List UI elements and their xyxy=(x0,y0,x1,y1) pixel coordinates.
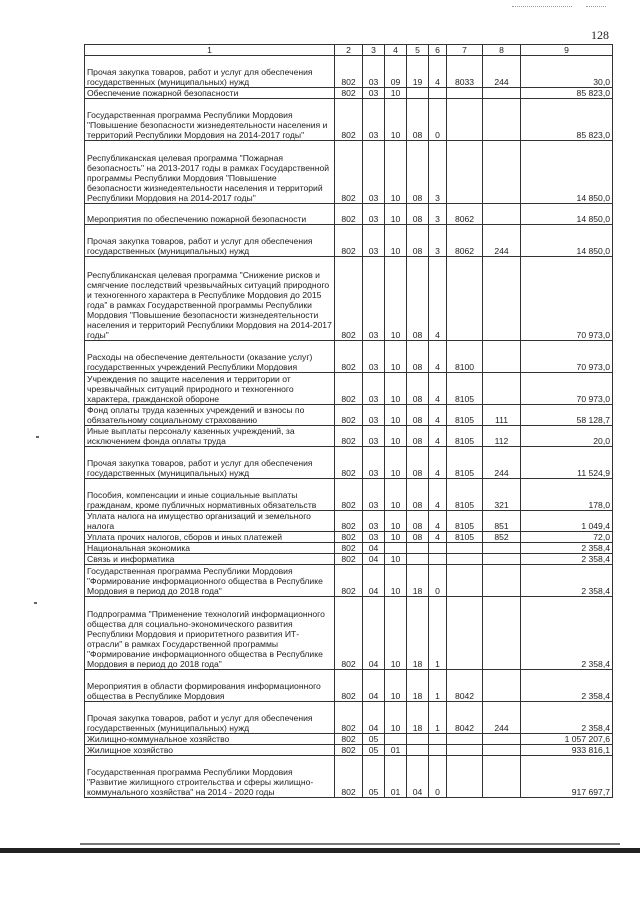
code-cell: 10 xyxy=(385,426,407,447)
table-header-row xyxy=(85,45,613,56)
code-cell xyxy=(407,745,429,756)
table-row xyxy=(85,479,613,511)
table-row xyxy=(85,56,613,88)
scan-mark xyxy=(34,602,37,604)
table-row xyxy=(85,341,613,373)
code-cell: 3 xyxy=(429,141,447,204)
amount-cell: 1 049,4 xyxy=(521,511,613,532)
code-cell: 802 xyxy=(335,99,363,141)
amount-cell: 85 823,0 xyxy=(521,88,613,99)
code-cell: 244 xyxy=(483,225,521,257)
row-name-cell: Прочая закупка товаров, работ и услуг для обеспечения государственных (муниципальных) нужд xyxy=(85,225,335,257)
table-row xyxy=(85,756,613,798)
code-cell: 01 xyxy=(385,745,407,756)
code-cell: 8105 xyxy=(447,511,483,532)
code-cell: 03 xyxy=(363,426,385,447)
amount-cell: 14 850,0 xyxy=(521,204,613,225)
code-cell: 10 xyxy=(385,670,407,702)
column-header: 3 xyxy=(363,45,385,56)
column-header: 2 xyxy=(335,45,363,56)
code-cell: 111 xyxy=(483,405,521,426)
code-cell: 802 xyxy=(335,447,363,479)
row-name-cell: Мероприятия по обеспечению пожарной безопасности xyxy=(85,204,335,225)
code-cell: 01 xyxy=(385,756,407,798)
code-cell: 03 xyxy=(363,447,385,479)
code-cell: 04 xyxy=(363,554,385,565)
code-cell: 802 xyxy=(335,204,363,225)
scan-edge xyxy=(80,843,620,845)
code-cell: 852 xyxy=(483,532,521,543)
code-cell: 8105 xyxy=(447,532,483,543)
code-cell: 10 xyxy=(385,405,407,426)
table-row xyxy=(85,745,613,756)
amount-cell: 72,0 xyxy=(521,532,613,543)
row-name-cell: Прочая закупка товаров, работ и услуг для обеспечения государственных (муниципальных) нужд xyxy=(85,56,335,88)
code-cell: 802 xyxy=(335,373,363,405)
row-name-cell: Иные выплаты персоналу казенных учреждений, за исключением фонда оплаты труда xyxy=(85,426,335,447)
code-cell xyxy=(447,257,483,341)
code-cell: 10 xyxy=(385,479,407,511)
code-cell xyxy=(429,554,447,565)
table-row xyxy=(85,99,613,141)
code-cell: 03 xyxy=(363,511,385,532)
code-cell: 8105 xyxy=(447,447,483,479)
code-cell: 1 xyxy=(429,597,447,670)
code-cell xyxy=(447,141,483,204)
amount-cell: 2 358,4 xyxy=(521,702,613,734)
code-cell xyxy=(483,734,521,745)
table-row xyxy=(85,204,613,225)
code-cell xyxy=(483,99,521,141)
code-cell: 0 xyxy=(429,99,447,141)
code-cell: 08 xyxy=(407,532,429,543)
table-row xyxy=(85,511,613,532)
row-name-cell: Национальная экономика xyxy=(85,543,335,554)
code-cell: 04 xyxy=(363,670,385,702)
code-cell: 08 xyxy=(407,225,429,257)
code-cell: 10 xyxy=(385,565,407,597)
amount-cell: 70 973,0 xyxy=(521,341,613,373)
code-cell: 08 xyxy=(407,341,429,373)
table-row xyxy=(85,88,613,99)
amount-cell: 30,0 xyxy=(521,56,613,88)
code-cell: 0 xyxy=(429,756,447,798)
code-cell: 18 xyxy=(407,670,429,702)
code-cell xyxy=(483,756,521,798)
code-cell: 10 xyxy=(385,597,407,670)
code-cell: 10 xyxy=(385,88,407,99)
code-cell: 05 xyxy=(363,756,385,798)
code-cell: 802 xyxy=(335,702,363,734)
row-name-cell: Уплата прочих налогов, сборов и иных платежей xyxy=(85,532,335,543)
code-cell: 8105 xyxy=(447,405,483,426)
code-cell xyxy=(483,341,521,373)
amount-cell: 14 850,0 xyxy=(521,225,613,257)
code-cell: 04 xyxy=(363,702,385,734)
code-cell: 802 xyxy=(335,341,363,373)
code-cell: 10 xyxy=(385,511,407,532)
amount-cell: 917 697,7 xyxy=(521,756,613,798)
code-cell: 802 xyxy=(335,225,363,257)
code-cell: 10 xyxy=(385,141,407,204)
row-name-cell: Подпрограмма "Применение технологий информационного общества для социально-экономического развития Республики Мордовия и приоритетного развития ИТ-отрасли" в рамках Государственной программы "Формирование информационного общества в Республике Мордовия в период до 2018 года" xyxy=(85,597,335,670)
code-cell xyxy=(407,543,429,554)
scan-mark xyxy=(36,436,39,438)
code-cell: 8062 xyxy=(447,225,483,257)
code-cell: 802 xyxy=(335,88,363,99)
code-cell: 8042 xyxy=(447,702,483,734)
code-cell xyxy=(483,543,521,554)
row-name-cell: Государственная программа Республики Мордовия "Развитие жилищного строительства и сферы жилищно-коммунального хозяйства" на 2014 - 2020 годы xyxy=(85,756,335,798)
code-cell xyxy=(407,88,429,99)
code-cell: 3 xyxy=(429,225,447,257)
code-cell xyxy=(429,543,447,554)
code-cell: 802 xyxy=(335,734,363,745)
code-cell: 03 xyxy=(363,479,385,511)
code-cell: 03 xyxy=(363,257,385,341)
code-cell: 802 xyxy=(335,479,363,511)
code-cell: 09 xyxy=(385,56,407,88)
code-cell xyxy=(385,734,407,745)
code-cell: 8033 xyxy=(447,56,483,88)
row-name-cell: Республиканская целевая программа "Пожарная безопасность" на 2013-2017 годы в рамках Государственной программы Республики Мордовия "Повышение безопасности жизнедеятельности населения и территорий Республики Мордовия на 2014-2017 годы" xyxy=(85,141,335,204)
row-name-cell: Расходы на обеспечение деятельности (оказание услуг) государственных учреждений Республики Мордовия xyxy=(85,341,335,373)
code-cell: 04 xyxy=(363,565,385,597)
row-name-cell: Обеспечение пожарной безопасности xyxy=(85,88,335,99)
code-cell: 802 xyxy=(335,56,363,88)
code-cell xyxy=(447,756,483,798)
scan-edge xyxy=(0,848,640,853)
code-cell: 08 xyxy=(407,405,429,426)
code-cell: 8105 xyxy=(447,426,483,447)
code-cell: 4 xyxy=(429,479,447,511)
code-cell xyxy=(483,670,521,702)
code-cell xyxy=(447,565,483,597)
code-cell: 4 xyxy=(429,532,447,543)
table-row xyxy=(85,554,613,565)
code-cell: 802 xyxy=(335,405,363,426)
amount-cell: 20,0 xyxy=(521,426,613,447)
scan-mark xyxy=(512,6,572,7)
code-cell: 03 xyxy=(363,204,385,225)
code-cell: 05 xyxy=(363,734,385,745)
code-cell xyxy=(483,565,521,597)
column-header: 7 xyxy=(447,45,483,56)
code-cell xyxy=(447,554,483,565)
code-cell: 08 xyxy=(407,99,429,141)
code-cell xyxy=(483,554,521,565)
row-name-cell: Жилищное хозяйство xyxy=(85,745,335,756)
table-row xyxy=(85,670,613,702)
code-cell: 802 xyxy=(335,756,363,798)
code-cell: 19 xyxy=(407,56,429,88)
code-cell: 10 xyxy=(385,702,407,734)
row-name-cell: Фонд оплаты труда казенных учреждений и взносы по обязательному социальному страхованию xyxy=(85,405,335,426)
code-cell: 321 xyxy=(483,479,521,511)
code-cell xyxy=(447,543,483,554)
code-cell xyxy=(483,373,521,405)
code-cell xyxy=(447,734,483,745)
amount-cell: 11 524,9 xyxy=(521,447,613,479)
table-row xyxy=(85,225,613,257)
amount-cell: 1 057 207,6 xyxy=(521,734,613,745)
code-cell: 802 xyxy=(335,543,363,554)
code-cell xyxy=(429,745,447,756)
code-cell: 04 xyxy=(363,543,385,554)
code-cell xyxy=(483,745,521,756)
amount-cell: 2 358,4 xyxy=(521,554,613,565)
code-cell: 8105 xyxy=(447,373,483,405)
code-cell: 802 xyxy=(335,565,363,597)
code-cell xyxy=(447,597,483,670)
code-cell: 802 xyxy=(335,597,363,670)
table-row xyxy=(85,532,613,543)
table-row xyxy=(85,597,613,670)
code-cell: 8105 xyxy=(447,479,483,511)
row-name-cell: Жилищно-коммунальное хозяйство xyxy=(85,734,335,745)
table-row xyxy=(85,734,613,745)
amount-cell: 2 358,4 xyxy=(521,597,613,670)
row-name-cell: Пособия, компенсации и иные социальные выплаты гражданам, кроме публичных нормативных обязательств xyxy=(85,479,335,511)
code-cell xyxy=(407,554,429,565)
code-cell: 03 xyxy=(363,225,385,257)
code-cell: 18 xyxy=(407,702,429,734)
code-cell: 10 xyxy=(385,532,407,543)
code-cell: 244 xyxy=(483,447,521,479)
code-cell: 03 xyxy=(363,373,385,405)
code-cell: 08 xyxy=(407,204,429,225)
code-cell: 03 xyxy=(363,56,385,88)
code-cell xyxy=(483,141,521,204)
code-cell: 802 xyxy=(335,670,363,702)
amount-cell: 70 973,0 xyxy=(521,257,613,341)
row-name-cell: Государственная программа Республики Мордовия "Формирование информационного общества в Республике Мордовия в период до 2018 года" xyxy=(85,565,335,597)
code-cell: 08 xyxy=(407,141,429,204)
code-cell: 10 xyxy=(385,225,407,257)
row-name-cell: Уплата налога на имущество организаций и земельного налога xyxy=(85,511,335,532)
column-header: 8 xyxy=(483,45,521,56)
code-cell: 4 xyxy=(429,56,447,88)
code-cell: 802 xyxy=(335,141,363,204)
code-cell xyxy=(483,597,521,670)
row-name-cell: Прочая закупка товаров, работ и услуг для обеспечения государственных (муниципальных) нужд xyxy=(85,702,335,734)
amount-cell: 2 358,4 xyxy=(521,670,613,702)
code-cell: 802 xyxy=(335,745,363,756)
code-cell xyxy=(407,734,429,745)
code-cell: 1 xyxy=(429,702,447,734)
code-cell: 10 xyxy=(385,554,407,565)
code-cell: 244 xyxy=(483,56,521,88)
table-row xyxy=(85,373,613,405)
code-cell xyxy=(483,257,521,341)
row-name-cell: Государственная программа Республики Мордовия "Повышение безопасности жизнедеятельности населения и территорий Республики Мордовия на 2014-2017 годы" xyxy=(85,99,335,141)
amount-cell: 58 128,7 xyxy=(521,405,613,426)
table-row xyxy=(85,543,613,554)
code-cell: 04 xyxy=(363,597,385,670)
code-cell: 8100 xyxy=(447,341,483,373)
code-cell xyxy=(447,745,483,756)
code-cell: 3 xyxy=(429,204,447,225)
amount-cell: 933 816,1 xyxy=(521,745,613,756)
code-cell: 802 xyxy=(335,426,363,447)
code-cell xyxy=(483,204,521,225)
table-row xyxy=(85,141,613,204)
code-cell: 03 xyxy=(363,141,385,204)
code-cell: 10 xyxy=(385,99,407,141)
code-cell: 10 xyxy=(385,204,407,225)
code-cell xyxy=(429,734,447,745)
row-name-cell: Республиканская целевая программа "Снижение рисков и смягчение последствий чрезвычайных ситуаций природного и техногенного характера в Республике Мордовия до 2015 года" в рамках Государственной программы Республики Мордовия "Повышение безопасности жизнедеятельности населения и территорий Республики Мордовия на 2014-2017 годы" xyxy=(85,257,335,341)
column-header: 1 xyxy=(85,45,335,56)
code-cell: 802 xyxy=(335,511,363,532)
code-cell: 04 xyxy=(407,756,429,798)
code-cell: 08 xyxy=(407,511,429,532)
code-cell: 4 xyxy=(429,341,447,373)
code-cell: 08 xyxy=(407,426,429,447)
code-cell xyxy=(429,88,447,99)
code-cell: 08 xyxy=(407,257,429,341)
code-cell: 4 xyxy=(429,257,447,341)
table-row xyxy=(85,702,613,734)
row-name-cell: Учреждения по защите населения и территории от чрезвычайных ситуаций природного и техногенного характера, гражданской обороне xyxy=(85,373,335,405)
page-number: 128 xyxy=(591,28,609,42)
code-cell xyxy=(385,543,407,554)
code-cell: 03 xyxy=(363,341,385,373)
code-cell xyxy=(447,88,483,99)
column-header: 9 xyxy=(521,45,613,56)
table-row xyxy=(85,426,613,447)
amount-cell: 178,0 xyxy=(521,479,613,511)
code-cell: 4 xyxy=(429,373,447,405)
code-cell: 4 xyxy=(429,426,447,447)
code-cell: 08 xyxy=(407,373,429,405)
code-cell: 03 xyxy=(363,405,385,426)
code-cell: 18 xyxy=(407,565,429,597)
code-cell: 10 xyxy=(385,257,407,341)
budget-table xyxy=(84,44,613,798)
code-cell: 0 xyxy=(429,565,447,597)
code-cell: 8042 xyxy=(447,670,483,702)
code-cell: 03 xyxy=(363,532,385,543)
column-header: 5 xyxy=(407,45,429,56)
table-row xyxy=(85,257,613,341)
code-cell: 08 xyxy=(407,479,429,511)
scan-mark xyxy=(586,6,606,7)
amount-cell: 2 358,4 xyxy=(521,543,613,554)
code-cell: 4 xyxy=(429,405,447,426)
code-cell: 244 xyxy=(483,702,521,734)
code-cell: 03 xyxy=(363,88,385,99)
amount-cell: 85 823,0 xyxy=(521,99,613,141)
table-row xyxy=(85,447,613,479)
amount-cell: 70 973,0 xyxy=(521,373,613,405)
code-cell: 03 xyxy=(363,99,385,141)
code-cell: 802 xyxy=(335,532,363,543)
code-cell: 10 xyxy=(385,373,407,405)
code-cell: 802 xyxy=(335,554,363,565)
row-name-cell: Прочая закупка товаров, работ и услуг для обеспечения государственных (муниципальных) нужд xyxy=(85,447,335,479)
code-cell: 08 xyxy=(407,447,429,479)
code-cell: 802 xyxy=(335,257,363,341)
code-cell: 4 xyxy=(429,447,447,479)
code-cell: 10 xyxy=(385,447,407,479)
code-cell xyxy=(447,99,483,141)
code-cell: 1 xyxy=(429,670,447,702)
amount-cell: 2 358,4 xyxy=(521,565,613,597)
amount-cell: 14 850,0 xyxy=(521,141,613,204)
row-name-cell: Мероприятия в области формирования информационного общества в Республике Мордовия xyxy=(85,670,335,702)
code-cell: 112 xyxy=(483,426,521,447)
code-cell: 4 xyxy=(429,511,447,532)
column-header: 6 xyxy=(429,45,447,56)
column-header: 4 xyxy=(385,45,407,56)
code-cell xyxy=(483,88,521,99)
code-cell: 851 xyxy=(483,511,521,532)
code-cell: 18 xyxy=(407,597,429,670)
row-name-cell: Связь и информатика xyxy=(85,554,335,565)
code-cell: 10 xyxy=(385,341,407,373)
table-row xyxy=(85,565,613,597)
table-row xyxy=(85,405,613,426)
code-cell: 05 xyxy=(363,745,385,756)
code-cell: 8062 xyxy=(447,204,483,225)
